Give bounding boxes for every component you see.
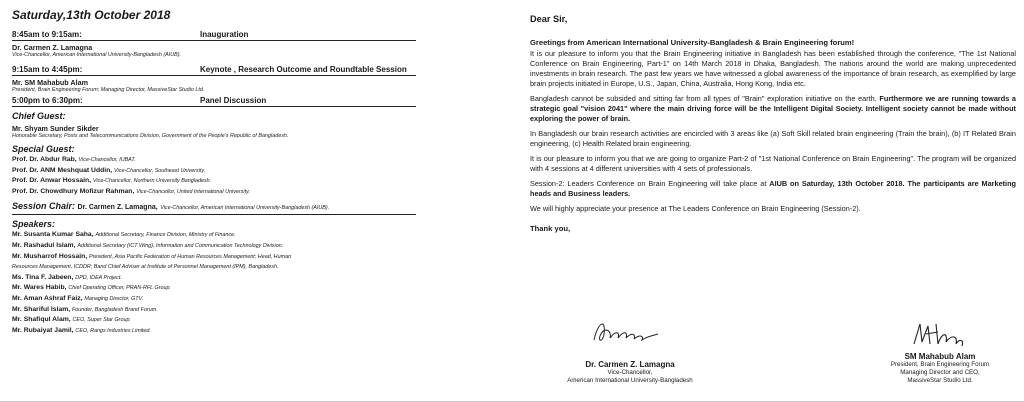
list-item: Mr. Rubaiyat Jamil, CEO, Rangs Industries Limited. bbox=[12, 326, 151, 334]
signature-block-2: SM Mahabub Alam President, Brain Engineering Forum Managing Director and CEO, MassiveStar Studio Ltd. bbox=[890, 352, 990, 384]
person-name: Mr. Shyam Sunder Sikder bbox=[12, 124, 99, 133]
special-guest-heading: Special Guest: bbox=[12, 144, 75, 154]
slot-panel bbox=[12, 96, 416, 107]
slot-time: 5:00pm to 6:30pm: bbox=[12, 96, 83, 105]
signature-lamagna bbox=[588, 312, 668, 352]
signature-alam bbox=[908, 318, 968, 352]
slot-time: 8:45am to 9:15am: bbox=[12, 30, 82, 39]
list-item: Prof. Dr. Abdur Rab, Vice-Chancellor, IUBAT. bbox=[12, 156, 136, 163]
slot-title: Panel Discussion bbox=[200, 96, 267, 105]
paragraph: In Bangladesh our brain research activities are encircled with 3 areas like (a) Soft Skill related brain engineering (Train the brain), (b) IT Related Brain engineering, (c) Health Related brain engineering. bbox=[530, 129, 1016, 148]
slot-title: Keynote , Research Outcome and Roundtable Session bbox=[200, 65, 407, 74]
signature-block-1: Dr. Carmen Z. Lamagna Vice-Chancellor, American International University-Bangladesh bbox=[567, 360, 693, 384]
program-panel bbox=[12, 8, 416, 336]
person-name: Dr. Carmen Z. Lamagna bbox=[12, 43, 93, 52]
list-item: Prof. Dr. Anwar Hossain, Vice-Chancellor, Northern University Bangladesh. bbox=[12, 177, 212, 185]
slot-keynote bbox=[12, 65, 416, 76]
list-item: Mr. Musharrof Hossain, President, Asia Pacific Federation of Human Resources Management; Head, Human bbox=[12, 252, 292, 260]
paragraph: It is our pleasure to inform you that we are going to organize Part-2 of "1st National Conference on Brain Engineering". The program will be organized with 4 sessions at 4 different universities with 4 sets of professionals. bbox=[530, 154, 1016, 173]
list-item: Resources Management, ICDDR; Band Chief Adviser at Institute of Personnel Management (IPM), Bangladesh. bbox=[12, 264, 279, 271]
person-name: Mr. SM Mahabub Alam bbox=[12, 78, 89, 87]
event-date: Saturday,13th October 2018 bbox=[12, 8, 171, 22]
list-item: Mr. Aman Ashraf Faiz, Managing Director, GTV. bbox=[12, 294, 144, 302]
list-item: Mr. Shariful Islam, Founder, Bangladesh Brand Forum. bbox=[12, 305, 158, 313]
list-item: Mr. Shafiqul Alam, CEO, Super Star Group. bbox=[12, 316, 131, 324]
paragraph: Session-2: Leaders Conference on Brain Engineering will take place at AIUB on Saturday, 13th October 2018. The participants are Marketing heads and Business leaders. bbox=[530, 179, 1016, 198]
salutation: Dear Sir, bbox=[530, 14, 568, 24]
chief-guest-heading: Chief Guest: bbox=[12, 111, 66, 121]
slot-time: 9:15am to 4:45pm: bbox=[12, 65, 83, 74]
paragraph: We will highly appreciate your presence at The Leaders Conference on Brain Engineering (Session-2). bbox=[530, 204, 861, 213]
list-item: Prof. Dr. Chowdhury Mofizur Rahman, Vice-Chancellor, United International University. bbox=[12, 187, 250, 195]
list-item: Prof. Dr. ANM Meshquat Uddin, Vice-Chancellor, Southeast University. bbox=[12, 166, 206, 174]
greeting: Greetings from American International University-Bangladesh & Brain Engineering forum! bbox=[530, 38, 855, 47]
speakers-heading: Speakers: bbox=[12, 219, 56, 230]
letter-panel bbox=[530, 14, 1016, 233]
slot-title: Inauguration bbox=[200, 30, 249, 39]
closing: Thank you, bbox=[530, 224, 571, 233]
person-desc: Honorable Secretary, Posts and Telecommunications Division, Government of the People's Republic of Bangladesh. bbox=[12, 133, 289, 139]
session-chair-row: Session Chair: Dr. Carmen Z. Lamagna, Vice-Chancellor, American International University-Bangladesh (AIUB). bbox=[12, 201, 416, 215]
person-desc: Vice-Chancellor, American International University-Bangladesh (AIUB). bbox=[12, 52, 181, 58]
list-item: Mr. Susanta Kumar Saha, Additional Secretary, Finance Division, Ministry of Finance. bbox=[12, 231, 236, 239]
paragraph: Bangladesh cannot be subsided and sitting far from all types of "Brain" exploration initiative on the earth. Furthermore we are running towards a strategic goal "vision 2041" where the main driving force will be the Intelligent Digital Society. Intelligent society cannot be made without exploring the power of brain. bbox=[530, 94, 1016, 123]
list-item: Mr. Rashadul Islam, Additional Secretary (ICT Wing), Information and Communication Technology Division. bbox=[12, 241, 284, 249]
person-desc: President, Brain Engineering Forum; Managing Director, MassiveStar Studio Ltd. bbox=[12, 87, 205, 93]
list-item: Ms. Tina F. Jabeen, DPD, IDEA Project. bbox=[12, 273, 122, 281]
paragraph: It is our pleasure to inform you that the Brain Engineering initiative in Bangladesh has been established through the conference, "The 1st National Conference on Brain Engineering, Part-1" on 14th March 2018 in Dhaka, Bangladesh. The nations around the world are making unprecedented investments in brain research. The past few years we have witnessed a global awareness of the importance of brain research, as exemplified by large brain projects initiated in Europe, U.S., Japan, China, Australia, Hong Kong, India etc. bbox=[530, 49, 1016, 88]
slot-inauguration bbox=[12, 30, 416, 41]
list-item: Mr. Wares Habib, Chief Operating Officer, PRAN-RFL Group. bbox=[12, 284, 172, 292]
